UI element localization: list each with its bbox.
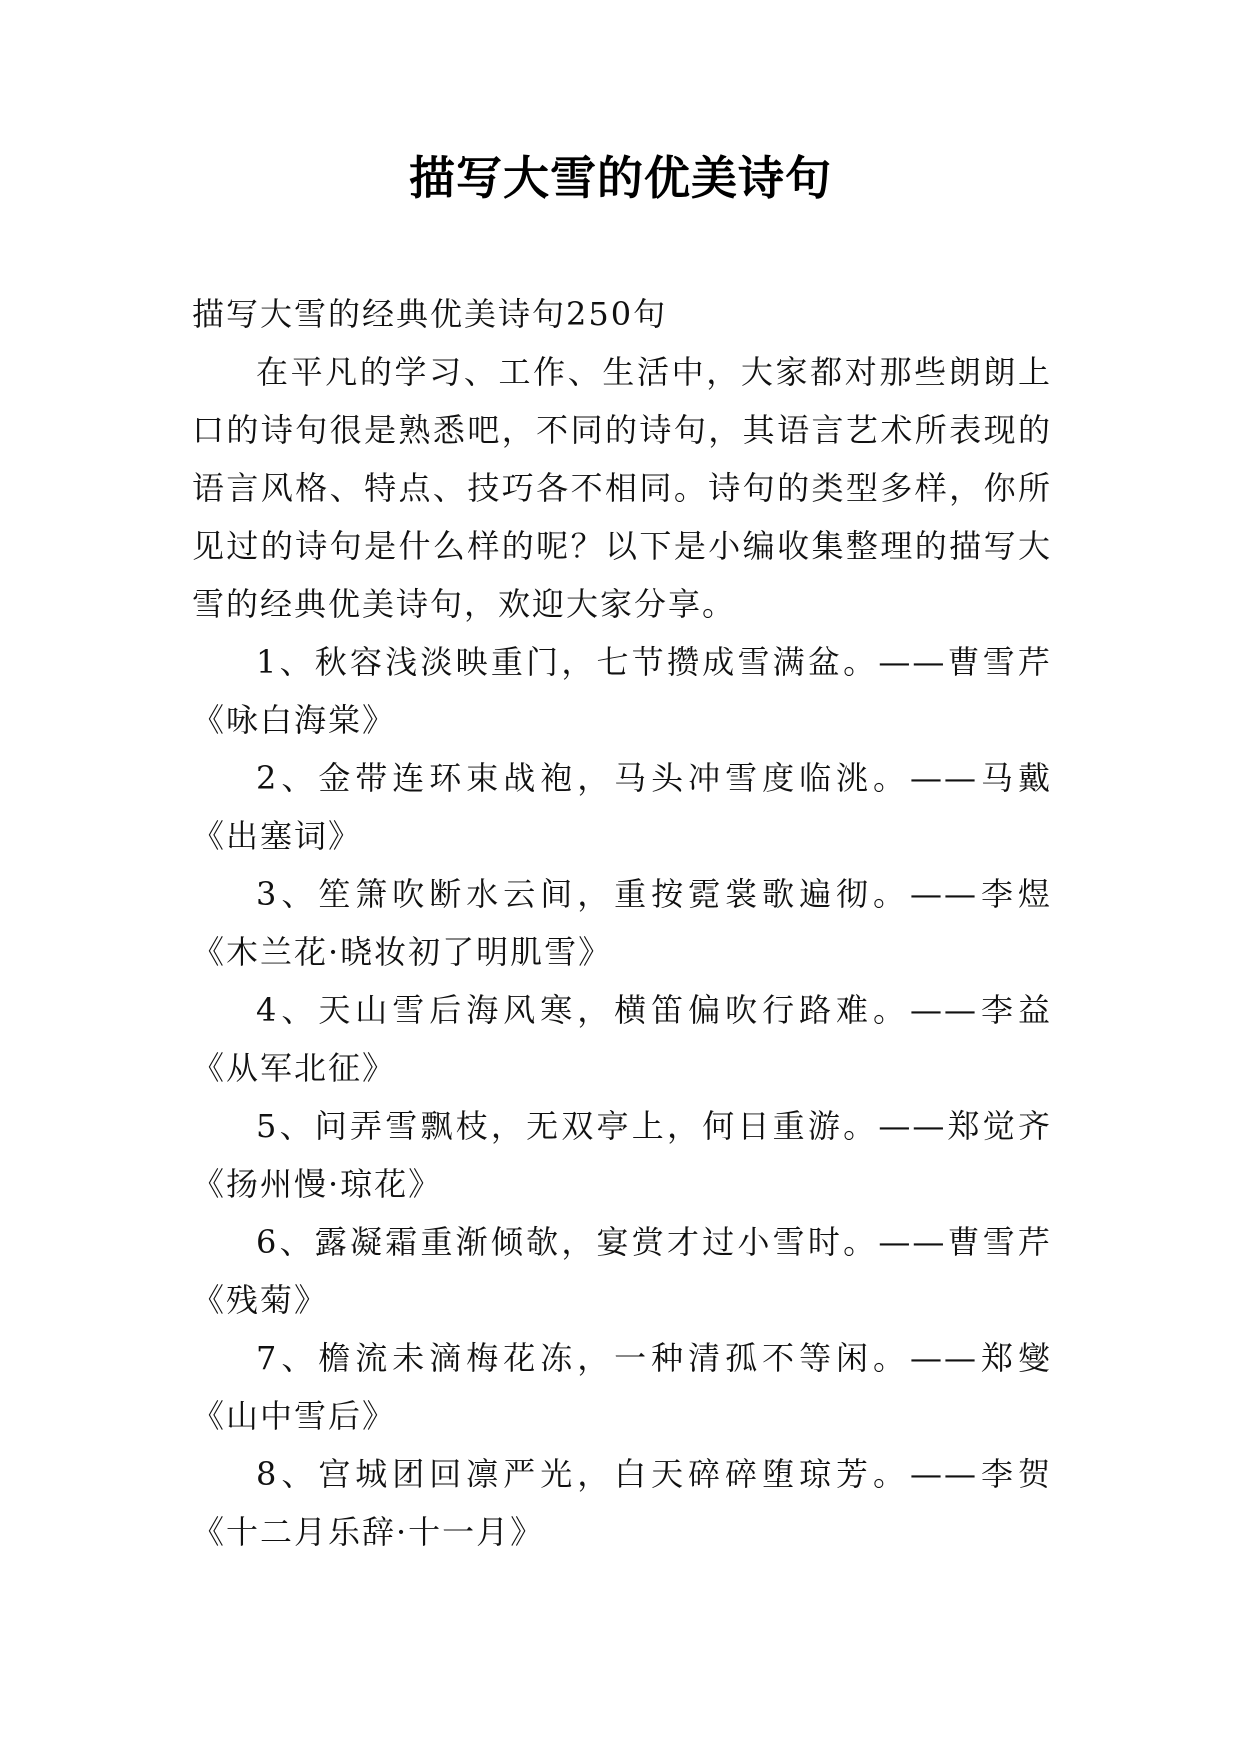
poem-item: 1、秋容浅淡映重门，七节攒成雪满盆。——曹雪芹《咏白海棠》: [192, 643, 1052, 739]
poem-item: 4、天山雪后海风寒，横笛偏吹行路难。——李益《从军北征》: [192, 991, 1052, 1087]
poem-item: 2、金带连环束战袍，马头冲雪度临洮。——马戴《出塞词》: [192, 759, 1052, 855]
document-body: [192, 285, 1052, 1561]
poem-item: 6、露凝霜重渐倾欹，宴赏才过小雪时。——曹雪芹《残菊》: [192, 1223, 1052, 1319]
poem-item: 8、宫城团回凛严光，白天碎碎堕琼芳。——李贺《十二月乐辞·十一月》: [192, 1455, 1052, 1551]
poem-item: 3、笙箫吹断水云间，重按霓裳歌遍彻。——李煜《木兰花·晓妆初了明肌雪》: [192, 875, 1052, 971]
subtitle: 描写大雪的经典优美诗句250句: [192, 295, 668, 333]
page-title: 描写大雪的优美诗句: [409, 151, 832, 205]
poem-item: 7、檐流未滴梅花冻，一种清孤不等闲。——郑燮《山中雪后》: [192, 1339, 1052, 1435]
poem-item: 5、问弄雪飘枝，无双亭上，何日重游。——郑觉齐《扬州慢·琼花》: [192, 1107, 1052, 1203]
intro-paragraph: 在平凡的学习、工作、生活中，大家都对那些朗朗上口的诗句很是熟悉吧，不同的诗句，其语言艺术所表现的语言风格、特点、技巧各不相同。诗句的类型多样，你所见过的诗句是什么样的呢？以下是小编收集整理的描写大雪的经典优美诗句，欢迎大家分享。: [192, 353, 1052, 623]
